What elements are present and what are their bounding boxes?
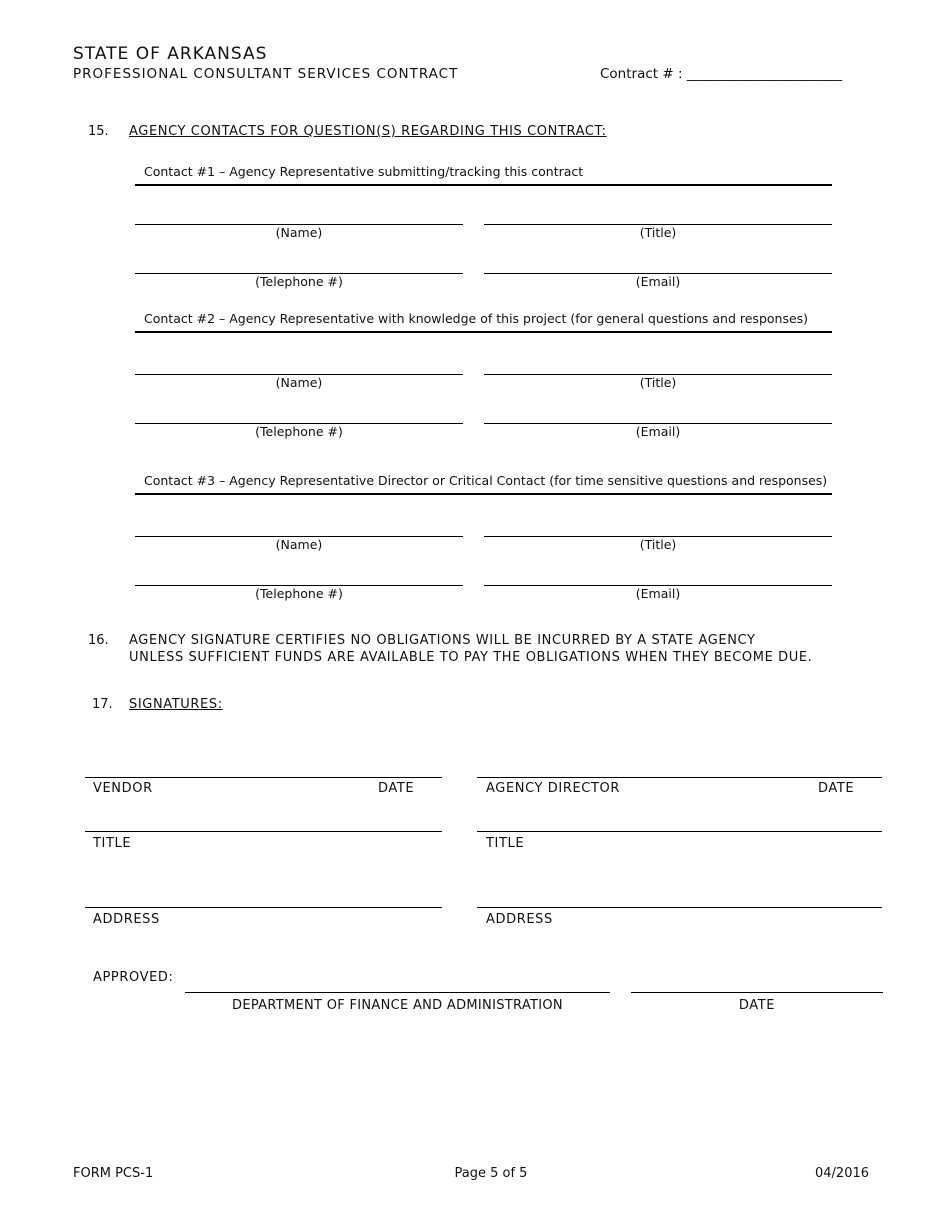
agency-date-label: DATE bbox=[818, 781, 855, 796]
section-16-line-2: UNLESS SUFFICIENT FUNDS ARE AVAILABLE TO PAY THE OBLIGATIONS WHEN THEY BECOME DUE. bbox=[129, 650, 813, 665]
agency-address-line[interactable] bbox=[477, 907, 882, 908]
dfa-label: DEPARTMENT OF FINANCE AND ADMINISTRATION bbox=[232, 998, 563, 1013]
contact-1-rule bbox=[135, 184, 832, 186]
contact-1-title-label: (Title) bbox=[639, 225, 677, 240]
contact-2-name-label: (Name) bbox=[275, 375, 323, 390]
contact-2-heading: Contact #2 – Agency Representative with knowledge of this project (for general questions and responses) bbox=[144, 311, 809, 326]
contact-2-telephone-label: (Telephone #) bbox=[255, 424, 343, 439]
vendor-label: VENDOR bbox=[93, 781, 153, 796]
contact-3-name-label: (Name) bbox=[275, 537, 323, 552]
section-16-line-1: AGENCY SIGNATURE CERTIFIES NO OBLIGATIONS WILL BE INCURRED BY A STATE AGENCY bbox=[129, 633, 756, 648]
vendor-title-label: TITLE bbox=[93, 836, 132, 851]
contact-1-email-label: (Email) bbox=[635, 274, 681, 289]
agency-address-label: ADDRESS bbox=[486, 912, 553, 927]
section-15-number: 15. bbox=[88, 124, 109, 139]
section-17-number: 17. bbox=[92, 697, 113, 712]
contact-2-title-label: (Title) bbox=[639, 375, 677, 390]
dfa-signature-line[interactable] bbox=[185, 992, 610, 993]
dfa-date-label: DATE bbox=[738, 998, 776, 1013]
form-state-title: STATE OF ARKANSAS bbox=[73, 44, 268, 64]
vendor-signature-line[interactable] bbox=[85, 777, 442, 778]
dfa-date-line[interactable] bbox=[631, 992, 883, 993]
section-17-title: SIGNATURES: bbox=[129, 697, 223, 712]
vendor-title-line[interactable] bbox=[85, 831, 442, 832]
footer-form-id: FORM PCS-1 bbox=[73, 1166, 154, 1181]
vendor-address-line[interactable] bbox=[85, 907, 442, 908]
contact-1-heading: Contact #1 – Agency Representative submitting/tracking this contract bbox=[144, 164, 584, 179]
agency-director-label: AGENCY DIRECTOR bbox=[486, 781, 620, 796]
agency-director-signature-line[interactable] bbox=[477, 777, 882, 778]
section-16-number: 16. bbox=[88, 633, 109, 648]
contact-3-title-label: (Title) bbox=[639, 537, 677, 552]
contact-3-heading: Contact #3 – Agency Representative Director or Critical Contact (for time sensitive questions and responses) bbox=[144, 473, 828, 488]
contact-3-rule bbox=[135, 493, 832, 495]
contact-2-email-label: (Email) bbox=[635, 424, 681, 439]
contact-1-name-label: (Name) bbox=[275, 225, 323, 240]
contact-3-telephone-label: (Telephone #) bbox=[255, 586, 343, 601]
footer-page-number: Page 5 of 5 bbox=[454, 1166, 528, 1181]
contract-number-field[interactable]: Contract # : _______________________ bbox=[600, 66, 843, 82]
vendor-address-label: ADDRESS bbox=[93, 912, 160, 927]
agency-title-label: TITLE bbox=[486, 836, 525, 851]
contact-3-email-label: (Email) bbox=[635, 586, 681, 601]
footer-revision-date: 04/2016 bbox=[815, 1166, 870, 1181]
agency-title-line[interactable] bbox=[477, 831, 882, 832]
approved-label: APPROVED: bbox=[93, 970, 174, 985]
section-15-title: AGENCY CONTACTS FOR QUESTION(S) REGARDING THIS CONTRACT: bbox=[129, 124, 607, 139]
vendor-date-label: DATE bbox=[378, 781, 415, 796]
contact-2-rule bbox=[135, 331, 832, 333]
contact-1-telephone-label: (Telephone #) bbox=[255, 274, 343, 289]
form-contract-type: PROFESSIONAL CONSULTANT SERVICES CONTRACT bbox=[73, 66, 459, 82]
